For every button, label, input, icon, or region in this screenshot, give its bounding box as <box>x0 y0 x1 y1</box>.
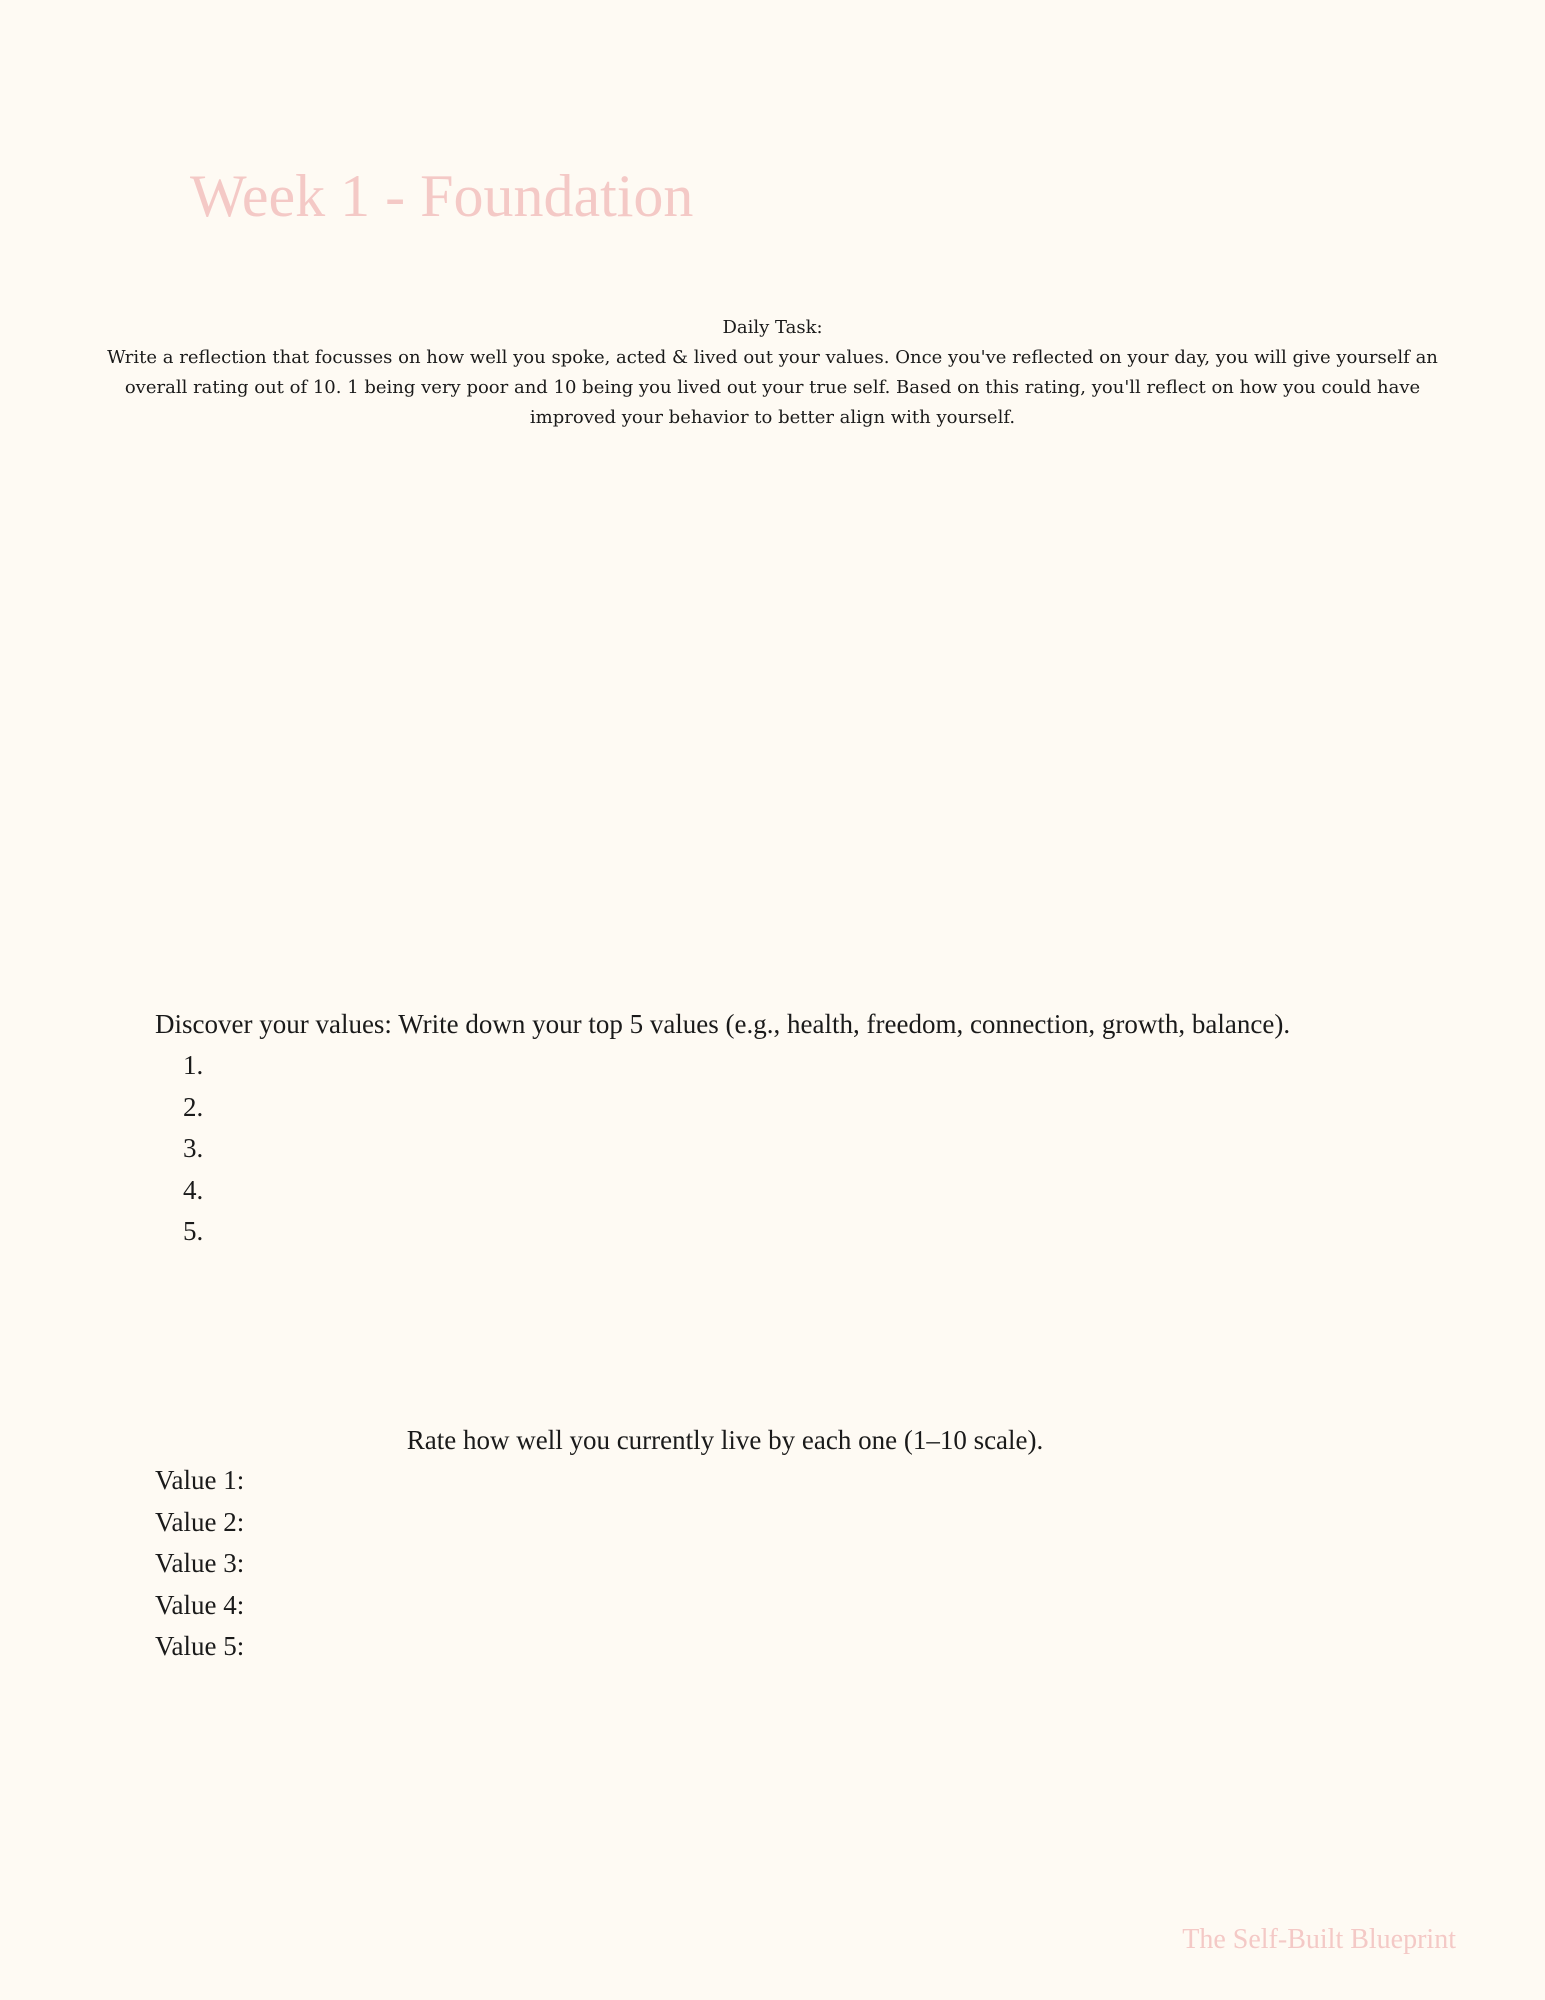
rating-item-1: Value 1: <box>155 1465 245 1495</box>
rating-list <box>155 1460 244 1668</box>
page-title: Week 1 - Foundation <box>190 163 694 229</box>
rating-item-5: Value 5: <box>155 1631 245 1661</box>
value-item-1: 1. <box>183 1050 204 1080</box>
footer-brand: The Self-Built Blueprint <box>1182 1924 1456 1955</box>
daily-task-label: Daily Task: <box>722 317 823 338</box>
values-prompt: Discover your values: Write down your top 5 values (e.g., health, freedom, connection, growth, balance). <box>155 1009 1291 1039</box>
rating-item-4: Value 4: <box>155 1589 245 1620</box>
rating-prompt: Rate how well you currently live by each one (1–10 scale). <box>406 1425 1044 1455</box>
value-item-2: 2. <box>183 1091 204 1122</box>
values-list <box>183 1045 203 1253</box>
value-item-4: 4. <box>183 1174 204 1205</box>
value-item-5: 5. <box>183 1216 204 1246</box>
value-item-3: 3. <box>183 1133 204 1163</box>
rating-item-3: Value 3: <box>155 1548 245 1578</box>
rating-item-2: Value 2: <box>155 1506 245 1537</box>
daily-task-text: Write a reflection that focusses on how well you spoke, acted & lived out your values. Once you've reflected on your day, you will give yourself an overall rating out of 10. 1 being very poor and 10 being you lived out your true self. Based on this rating, you'll reflect on how you could have improved your behavior to better align with yourself. <box>107 347 1438 428</box>
daily-task-block <box>95 313 1450 433</box>
